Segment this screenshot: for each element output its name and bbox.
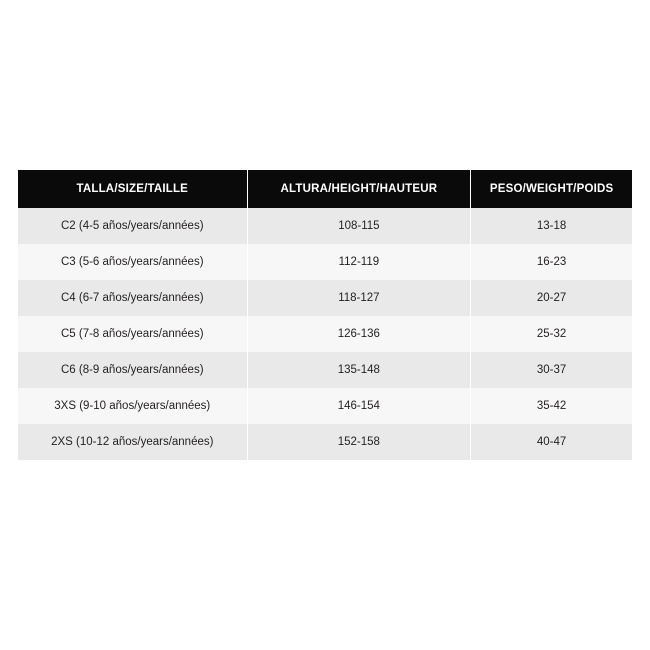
cell-size: 3XS (9-10 años/years/années) [18, 388, 247, 424]
cell-weight: 40-47 [471, 424, 632, 460]
column-header-height: ALTURA/HEIGHT/HAUTEUR [247, 170, 471, 208]
table-body [18, 208, 632, 460]
cell-size: C4 (6-7 años/years/années) [18, 280, 247, 316]
cell-weight: 25-32 [471, 316, 632, 352]
cell-size: C5 (7-8 años/years/années) [18, 316, 247, 352]
cell-height: 112-119 [247, 244, 471, 280]
cell-weight: 16-23 [471, 244, 632, 280]
cell-weight: 35-42 [471, 388, 632, 424]
cell-height: 146-154 [247, 388, 471, 424]
cell-height: 118-127 [247, 280, 471, 316]
cell-height: 152-158 [247, 424, 471, 460]
column-header-weight: PESO/WEIGHT/POIDS [471, 170, 632, 208]
table-row [18, 244, 632, 280]
table-row [18, 388, 632, 424]
cell-height: 108-115 [247, 208, 471, 244]
cell-height: 135-148 [247, 352, 471, 388]
column-header-size: TALLA/SIZE/TAILLE [18, 170, 247, 208]
table-header [18, 170, 632, 208]
table-header-row [18, 170, 632, 208]
table-row [18, 280, 632, 316]
size-chart-table [18, 170, 632, 460]
cell-size: 2XS (10-12 años/years/années) [18, 424, 247, 460]
cell-size: C3 (5-6 años/years/années) [18, 244, 247, 280]
cell-height: 126-136 [247, 316, 471, 352]
size-chart-table-wrapper [18, 170, 632, 460]
table-row [18, 424, 632, 460]
cell-weight: 13-18 [471, 208, 632, 244]
cell-size: C2 (4-5 años/years/années) [18, 208, 247, 244]
table-row [18, 208, 632, 244]
cell-weight: 30-37 [471, 352, 632, 388]
table-row [18, 316, 632, 352]
cell-weight: 20-27 [471, 280, 632, 316]
cell-size: C6 (8-9 años/years/années) [18, 352, 247, 388]
table-row [18, 352, 632, 388]
